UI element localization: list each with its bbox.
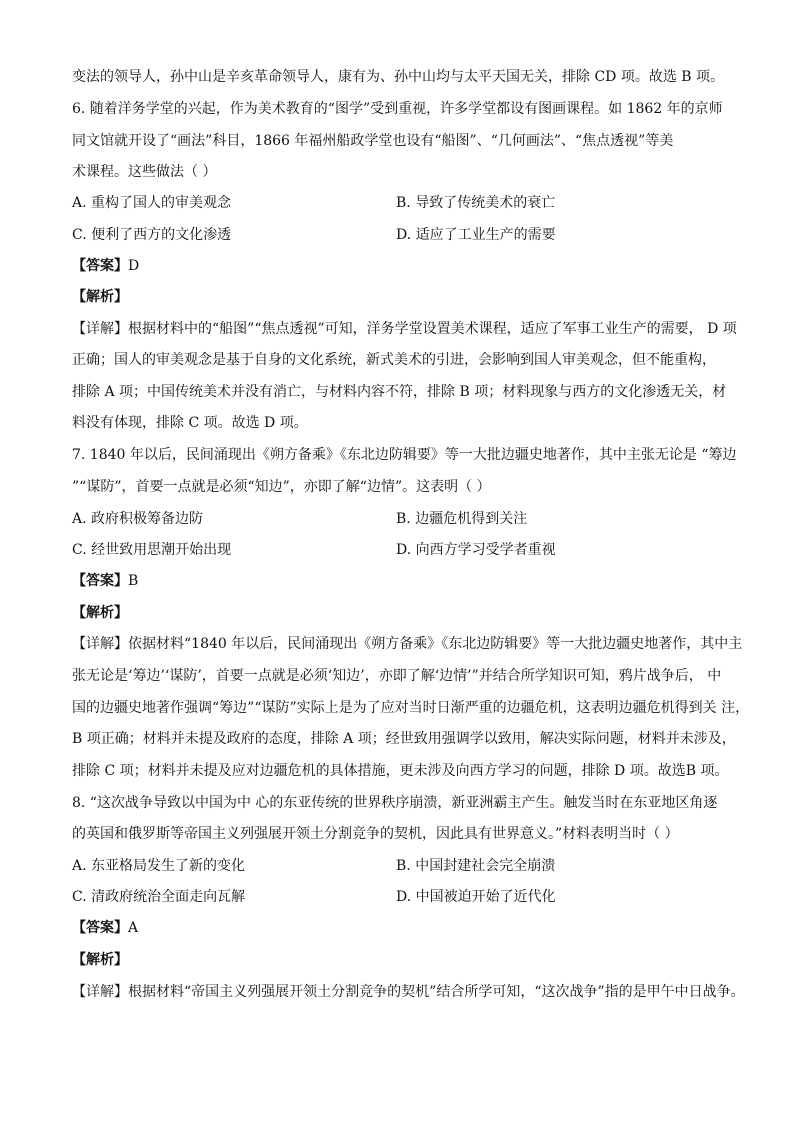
option-a: A. 政府积极筹备边防 xyxy=(72,511,204,527)
analysis-label: 【解析】 xyxy=(72,289,128,305)
detail-line: 排除 A 项；中国传统美术并没有消亡，与材料内容不符，排除 B 项；材料现象与西方的文化渗透无关，材 xyxy=(72,384,727,400)
question-stem-line: 7. 1840 年以后，民间涌现出《朔方备乘》《东北边防辑要》等一大批边疆史地著作，其中主张无论是 “筹边 xyxy=(72,447,737,463)
answer-label: 【答案】 xyxy=(72,258,128,274)
answer-row xyxy=(72,256,139,276)
analysis-label: 【解析】 xyxy=(72,952,128,968)
option-c: C. 便利了西方的文化渗透 xyxy=(72,227,232,243)
detail-line: B 项正确；材料并未提及政府的态度，排除 A 项；经世致用强调学以致用，解决实际问题，材料并未涉及， xyxy=(72,731,736,747)
question-stem-line: 同文馆就开设了“画法”科目，1866 年福州船政学堂也设有“船图”、“几何画法”、“焦点透视”等美 xyxy=(72,133,674,149)
detail-line: 张无论是‘筹边’‘谋防’，首要一点就是必须‘知边’，亦即了解‘边情’”并结合所学知识可知，鸦片战争后， 中 xyxy=(72,668,722,684)
detail-line: 正确；国人的审美观念是基于自身的文化系统，新式美术的引进，会影响到国人审美观念，但不能重构， xyxy=(72,352,716,368)
detail-line: 【详解】根据材料中的“船图”“焦点透视”可知，洋务学堂设置美术课程，适应了军事工业生产的需要， D 项 xyxy=(72,321,737,337)
question-stem-line: 6. 随着洋务学堂的兴起，作为美术教育的“图学”受到重视，许多学堂都设有图画课程。如 1862 年的京师 xyxy=(72,101,723,117)
analysis-label: 【解析】 xyxy=(72,605,128,621)
answer-row xyxy=(72,571,138,591)
answer-label: 【答案】 xyxy=(72,573,128,589)
answer-label: 【答案】 xyxy=(72,920,128,936)
detail-line: 料没有体现，排除 C 项。故选 D 项。 xyxy=(72,415,308,431)
option-b: B. 导致了传统美术的衰亡 xyxy=(396,195,556,211)
option-d: D. 适应了工业生产的需要 xyxy=(396,227,556,243)
answer-value: A xyxy=(128,920,139,936)
question-stem-line: 术课程。这些做法（ ） xyxy=(72,164,217,180)
question-stem-line: 8. “这次战争导致以中国为中 心的东亚传统的世界秩序崩溃，新亚洲霸主产生。触发当时在东亚地区角逐 xyxy=(72,795,718,811)
option-b: B. 边疆危机得到关注 xyxy=(396,511,528,527)
option-c: C. 清政府统治全面走向瓦解 xyxy=(72,889,246,905)
detail-line: 【详解】依据材料“1840 年以后，民间涌现出《朔方备乘》《东北边防辑要》等一大批边疆史地著作，其中主 xyxy=(72,636,743,652)
option-d: D. 中国被迫开始了近代化 xyxy=(396,889,556,905)
continued-text-line: 变法的领导人，孙中山是辛亥革命领导人，康有为、孙中山均与太平天国无关，排除 CD 项。故选 B 项。 xyxy=(72,69,725,85)
answer-row xyxy=(72,918,138,938)
detail-line: 国的边疆史地著作强调“筹边”“谋防”实际上是为了应对当时日渐严重的边疆危机，这表明边疆危机得到关 注， xyxy=(72,700,750,716)
detail-line: 排除 C 项；材料并未提及应对边疆危机的具体措施，更未涉及向西方学习的问题，排除 D 项。故选B 项。 xyxy=(72,763,729,779)
detail-line: 【详解】根据材料“帝国主义列强展开领土分割竞争的契机”结合所学可知，“这次战争”指的是甲午中日战争。 xyxy=(72,984,745,1000)
question-stem-line: 的英国和俄罗斯等帝国主义列强展开领土分割竞争的契机，因此具有世界意义。”材料表明当时（ ） xyxy=(72,826,679,842)
option-a: A. 东亚格局发生了新的变化 xyxy=(72,858,246,874)
answer-value: D xyxy=(128,258,140,274)
option-d: D. 向西方学习受学者重视 xyxy=(396,542,556,558)
answer-value: B xyxy=(128,573,139,589)
option-a: A. 重构了国人的审美观念 xyxy=(72,195,232,211)
option-c: C. 经世致用思潮开始出现 xyxy=(72,542,232,558)
question-stem-line: ”“谋防”，首要一点就是必须“知边”，亦即了解“边情”。这表明（ ） xyxy=(72,479,491,495)
option-b: B. 中国封建社会完全崩溃 xyxy=(396,858,556,874)
